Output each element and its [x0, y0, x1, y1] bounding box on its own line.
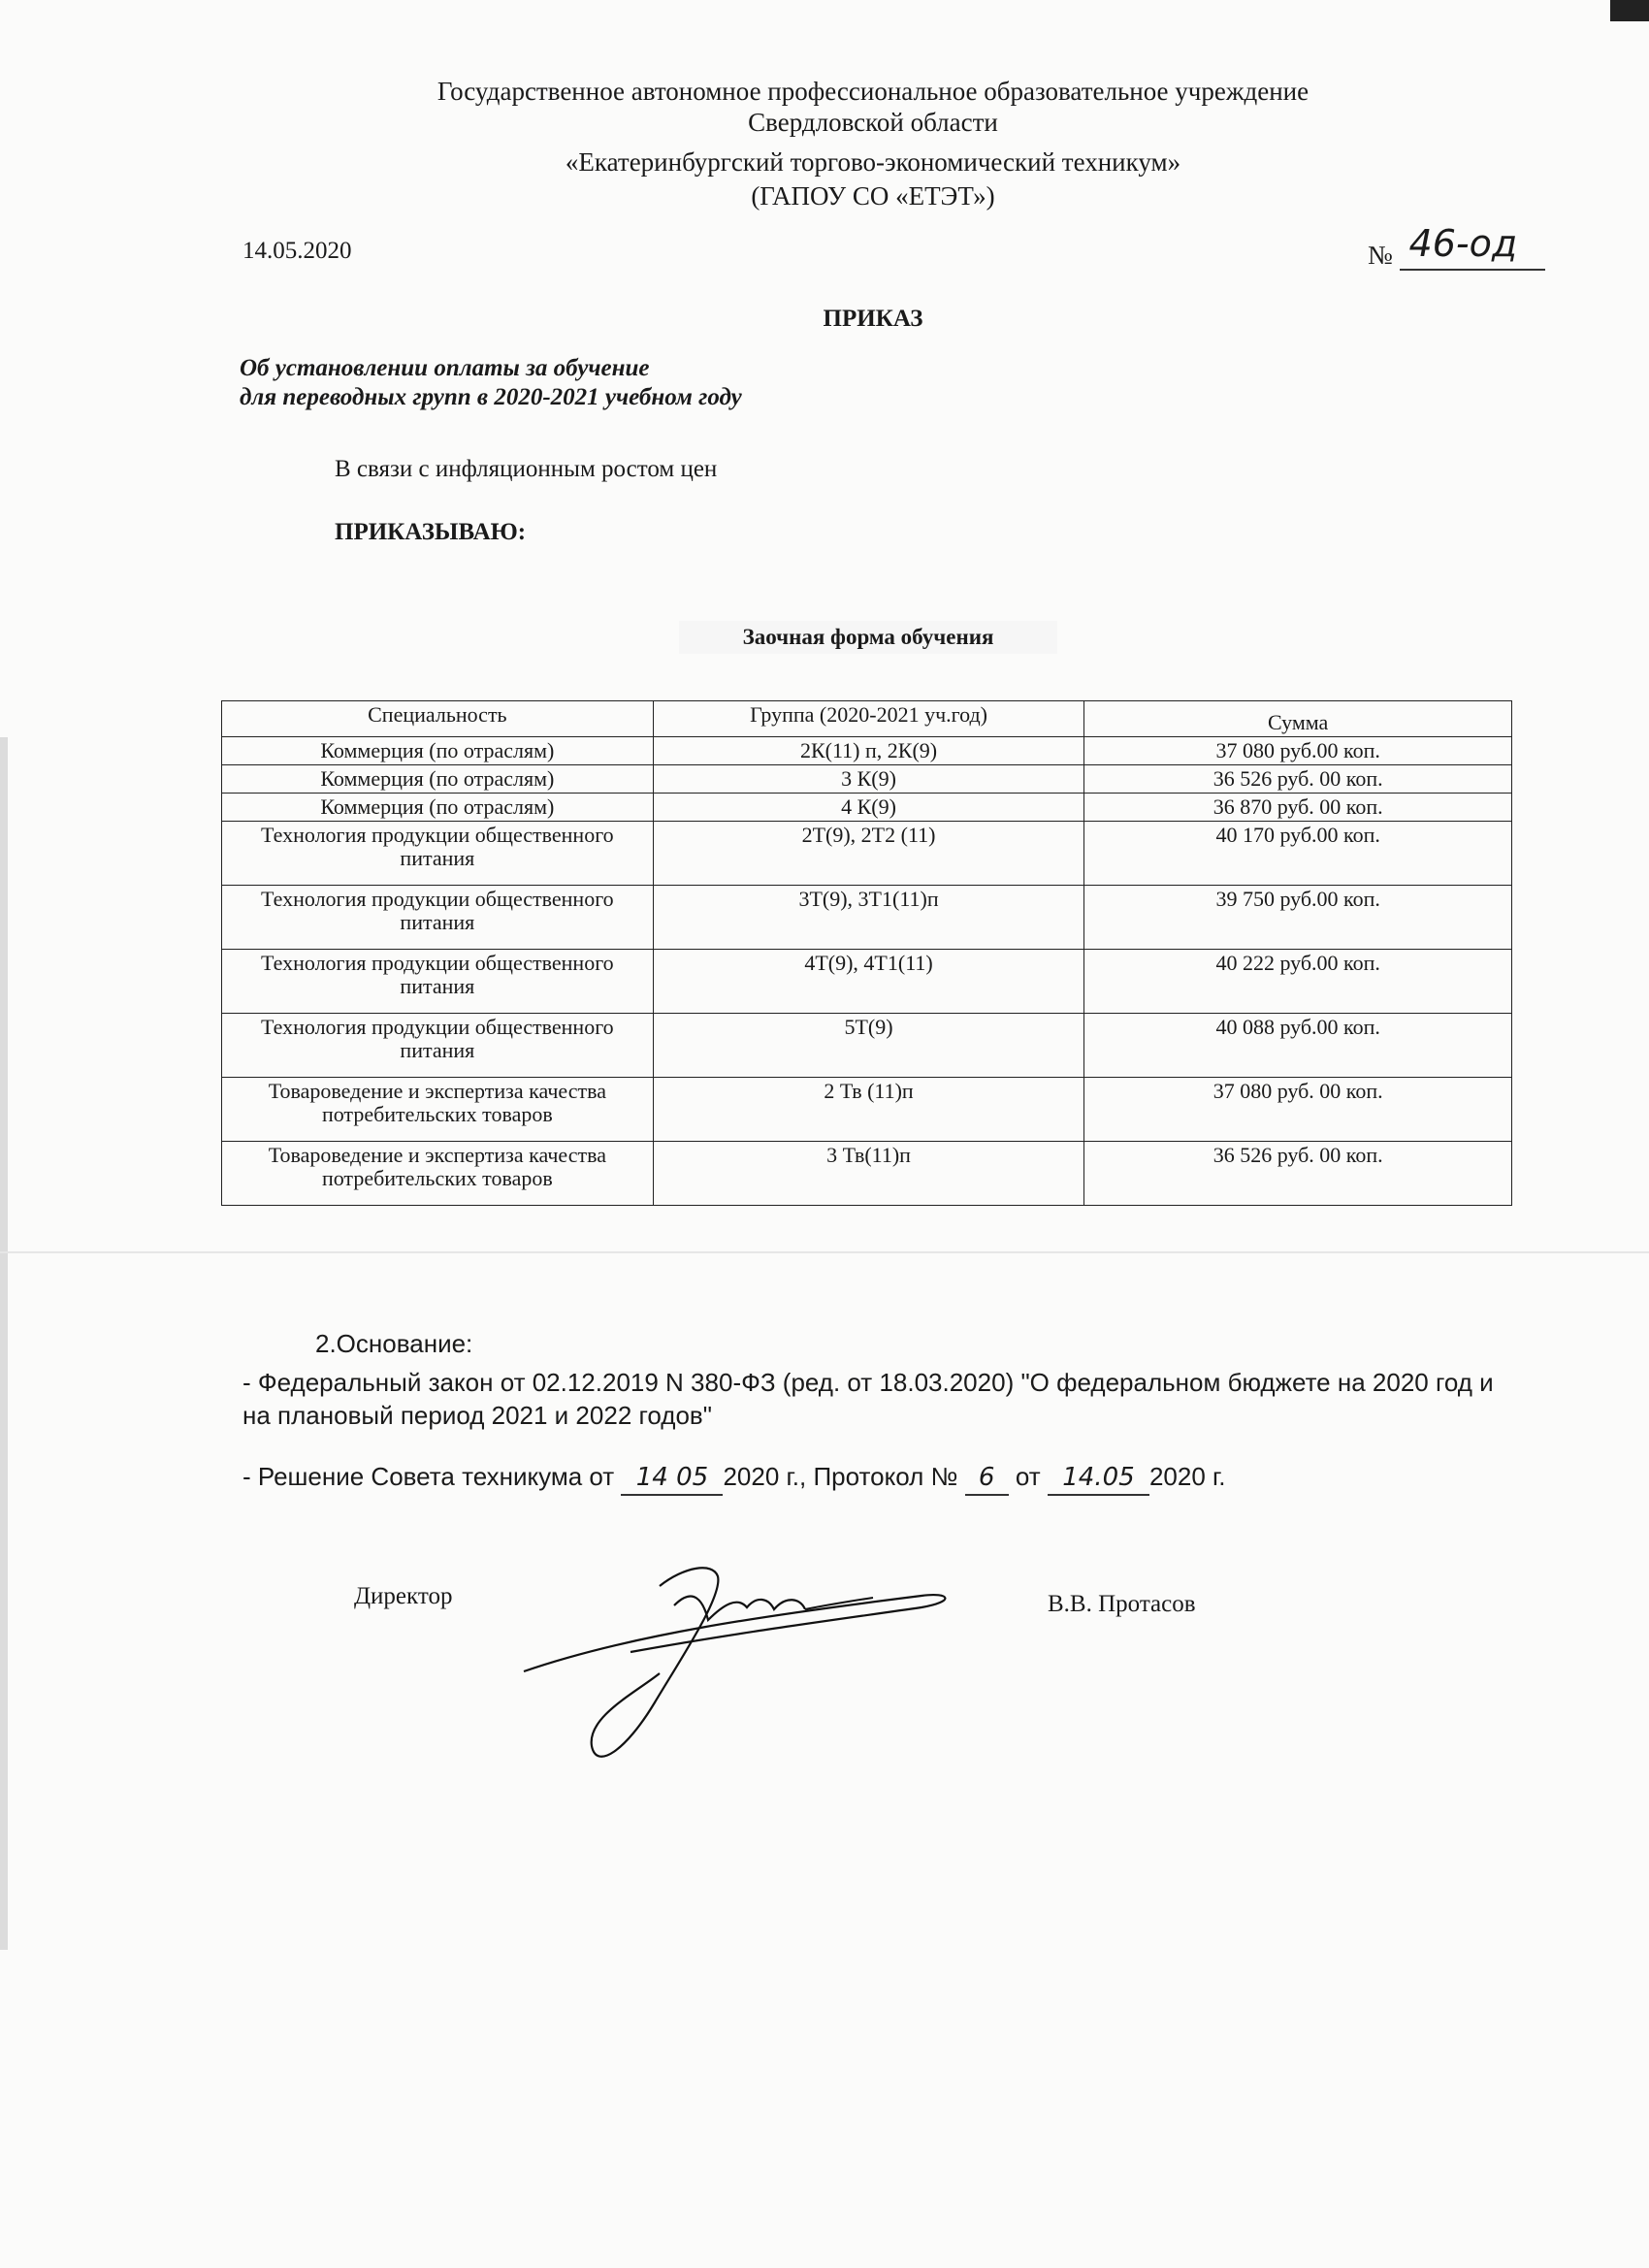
cell-sum: 40 222 руб.00 коп.: [1084, 950, 1512, 1014]
cell-group: 3 Тв(11)п: [653, 1142, 1084, 1206]
cell-sum: 39 750 руб.00 коп.: [1084, 886, 1512, 950]
basis-heading: 2.Основание:: [315, 1329, 473, 1358]
header-group: Группа (2020-2021 уч.год): [653, 701, 1084, 737]
cell-sum: 36 870 руб. 00 коп.: [1084, 794, 1512, 822]
council-text-b: 2020 г., Протокол №: [723, 1462, 958, 1491]
table-row: [222, 794, 1512, 822]
handwritten-number: 46-од: [1408, 222, 1518, 265]
cell-group: 3 К(9): [653, 765, 1084, 794]
org-name-line3: «Екатеринбургский торгово-экономический техникум»: [565, 147, 1181, 177]
table-row: [222, 1142, 1512, 1206]
table-row: [222, 765, 1512, 794]
handwritten-date1: 14 05: [621, 1461, 723, 1496]
director-title: Директор: [354, 1583, 453, 1609]
header-sum: Сумма: [1084, 701, 1512, 737]
scan-edge-shadow: [0, 737, 8, 1950]
cell-sum: 37 080 руб.00 коп.: [1084, 737, 1512, 765]
table-row: [222, 950, 1512, 1014]
director-name: В.В. Протасов: [1048, 1591, 1196, 1617]
council-text-d: 2020 г.: [1148, 1462, 1226, 1491]
basis-item-council: [242, 1460, 1226, 1496]
header-specialty: Специальность: [222, 701, 654, 737]
cell-specialty: Коммерция (по отраслям): [222, 765, 654, 794]
cell-sum: 37 080 руб. 00 коп.: [1084, 1078, 1512, 1142]
org-abbrev: (ГАПОУ СО «ЕТЭТ»): [751, 181, 995, 211]
director-signature: [514, 1547, 980, 1780]
handwritten-protocol: 6: [965, 1461, 1009, 1496]
document-title: ПРИКАЗ: [823, 306, 923, 332]
cell-sum: 36 526 руб. 00 коп.: [1084, 765, 1512, 794]
number-sign: №: [1368, 241, 1393, 270]
subject-line2: для переводных групп в 2020-2021 учебном году: [240, 384, 742, 410]
subject-line1: Об установлении оплаты за обучение: [240, 355, 650, 381]
cell-group: 2 Тв (11)п: [653, 1078, 1084, 1142]
number-field: [1400, 222, 1545, 271]
org-name-line2: Свердловской области: [748, 108, 998, 137]
table-title: Заочная форма обучения: [679, 621, 1057, 654]
cell-group: 2К(11) п, 2К(9): [653, 737, 1084, 765]
cell-specialty: Технология продукции общественного питания: [222, 886, 654, 950]
intro-text: В связи с инфляционным ростом цен: [335, 456, 718, 482]
cell-specialty: Коммерция (по отраслям): [222, 794, 654, 822]
cell-sum: 40 088 руб.00 коп.: [1084, 1014, 1512, 1078]
table-row: [222, 1078, 1512, 1142]
cell-group: 3Т(9), 3Т1(11)п: [653, 886, 1084, 950]
cell-specialty: Коммерция (по отраслям): [222, 737, 654, 765]
table-row: [222, 822, 1512, 886]
order-subject: [240, 354, 742, 412]
handwritten-date2: 14.05: [1048, 1461, 1149, 1496]
cell-specialty: Товароведение и экспертиза качества потребительских товаров: [222, 1078, 654, 1142]
cell-group: 2Т(9), 2Т2 (11): [653, 822, 1084, 886]
council-text-c: от: [1015, 1462, 1041, 1491]
cell-specialty: Технология продукции общественного питания: [222, 822, 654, 886]
table-row: [222, 886, 1512, 950]
cell-specialty: Технология продукции общественного питания: [222, 1014, 654, 1078]
org-name-line1: Государственное автономное профессиональное образовательное учреждение: [436, 77, 1310, 106]
cell-sum: 36 526 руб. 00 коп.: [1084, 1142, 1512, 1206]
table-row: [222, 1014, 1512, 1078]
cell-group: 4 К(9): [653, 794, 1084, 822]
cell-sum: 40 170 руб.00 коп.: [1084, 822, 1512, 886]
page-separator: [0, 1251, 1649, 1253]
fees-table: [221, 700, 1512, 1206]
order-word: ПРИКАЗЫВАЮ:: [335, 519, 527, 545]
order-number: [1368, 222, 1545, 271]
order-date: 14.05.2020: [242, 238, 352, 264]
cell-group: 5Т(9): [653, 1014, 1084, 1078]
table-header-row: [222, 701, 1512, 737]
council-text-a: - Решение Совета техникума от: [242, 1462, 615, 1491]
basis-item-law: - Федеральный закон от 02.12.2019 N 380-ФЗ (ред. от 18.03.2020) "О федеральном бюджете на 2020 год и на плановый период 2021 и 2022 годов": [242, 1368, 1494, 1430]
cell-specialty: Технология продукции общественного питания: [222, 950, 654, 1014]
cell-group: 4Т(9), 4Т1(11): [653, 950, 1084, 1014]
scan-corner-mark: [1610, 0, 1649, 21]
table-row: [222, 737, 1512, 765]
cell-specialty: Товароведение и экспертиза качества потребительских товаров: [222, 1142, 654, 1206]
